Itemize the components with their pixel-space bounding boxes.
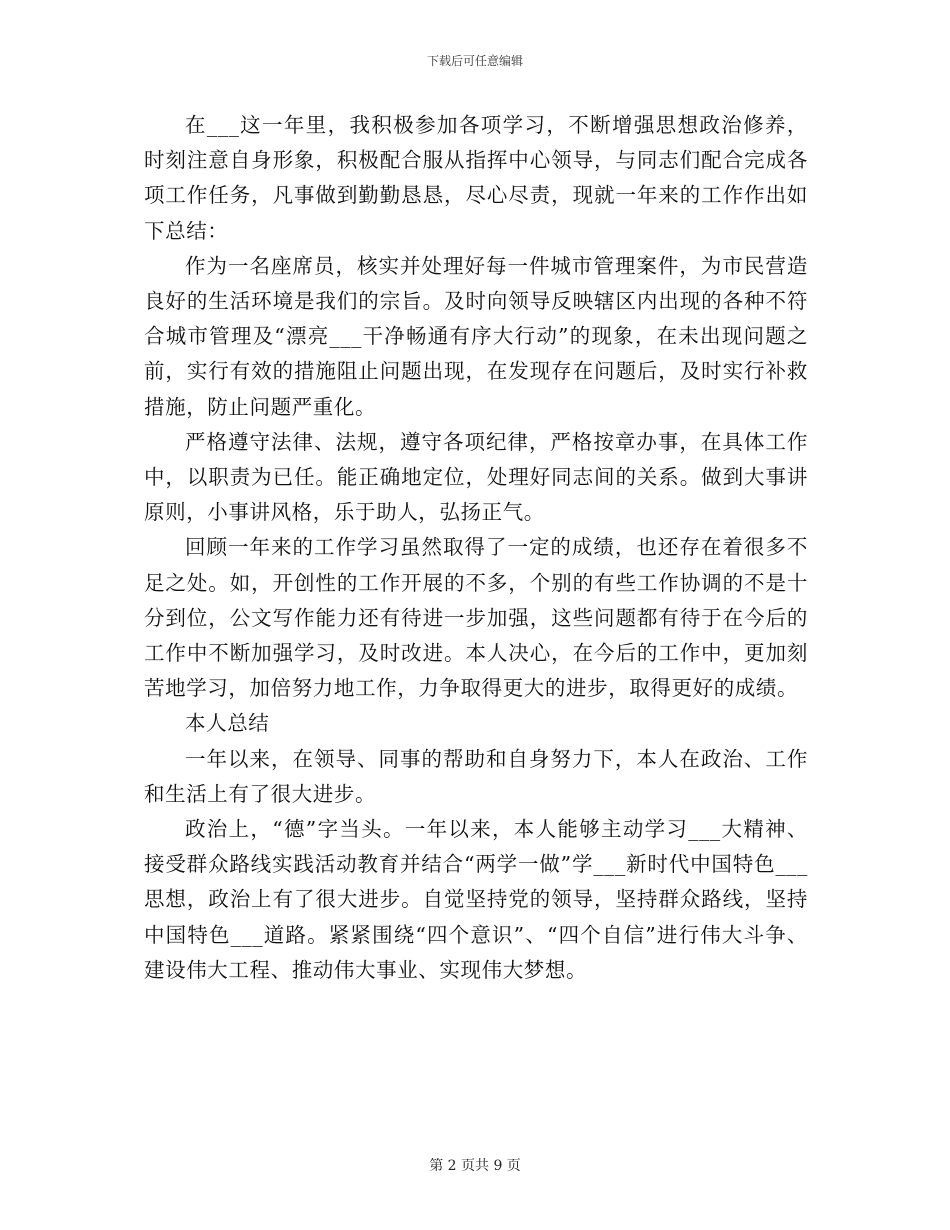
document-body: [144, 108, 808, 988]
paragraph-discipline: 严格遵守法律、法规，遵守各项纪律，严格按章办事，在具体工作中，以职责为已任。能正确地定位，处理好同志间的关系。做到大事讲原则，小事讲风格，乐于助人，弘扬正气。: [144, 429, 808, 525]
paragraph-progress: 一年以来，在领导、同事的帮助和自身努力下，本人在政治、工作和生活上有了很大进步。: [144, 746, 808, 806]
page-header: 下载后可任意编辑: [426, 54, 523, 68]
paragraph-politics: 政治上，“德”字当头。一年以来，本人能够主动学习___大精神、接受群众路线实践活动教育并结合“两学一做”学___新时代中国特色___思想，政治上有了很大进步。自觉坚持党的领导，坚持群众路线，坚持中国特色___道路。紧紧围绕“四个意识”、“四个自信”进行伟大斗争、建设伟大工程、推动伟大事业、实现伟大梦想。: [144, 817, 808, 982]
page-number: 第 2 页共 9 页: [429, 1158, 521, 1174]
paragraph-duty: 作为一名座席员，核实并处理好每一件城市管理案件，为市民营造良好的生活环境是我们的宗旨。及时向领导反映辖区内出现的各种不符合城市管理及“漂亮___干净畅通有序大行动”的现象，在未出现问题之前，实行有效的措施阻止问题出现，在发现存在问题后，及时实行补救措施，防止问题严重化。: [144, 253, 808, 419]
paragraph-review: 回顾一年来的工作学习虽然取得了一定的成绩，也还存在着很多不足之处。如，开创性的工作开展的不多，个别的有些工作协调的不是十分到位，公文写作能力还有待进一步加强，这些问题都有待于在今后的工作中不断加强学习，及时改进。本人决心，在今后的工作中，更加刻苦地学习，加倍努力地工作，力争取得更大的进步，取得更好的成绩。: [144, 535, 808, 701]
section-heading: 本人总结: [185, 711, 270, 736]
paragraph-intro: 在___这一年里，我积极参加各项学习，不断增强思想政治修养，时刻注意自身形象，积极配合服从指挥中心领导，与同志们配合完成各项工作任务，凡事做到勤勤恳恳，尽心尽责，现就一年来的工作作出如下总结：: [144, 113, 808, 243]
